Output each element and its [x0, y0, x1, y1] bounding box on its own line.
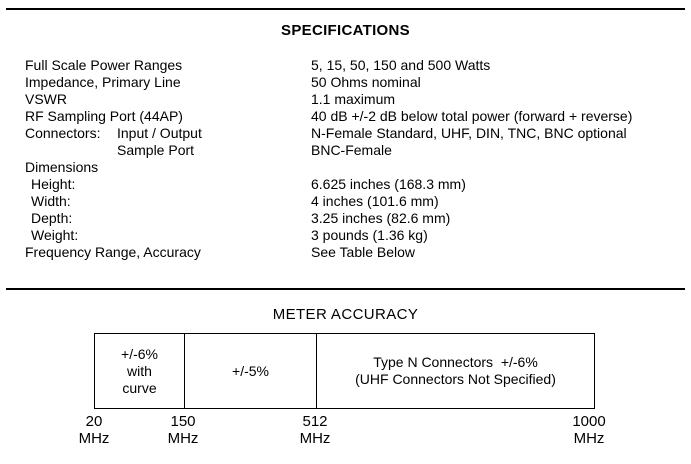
spec-label: Height: [31, 176, 76, 192]
spec-value: BNC-Female [311, 142, 392, 158]
specifications-list [25, 57, 685, 261]
top-divider [6, 8, 685, 10]
spec-value: 40 dB +/-2 dB below total power (forward + reverse) [311, 108, 633, 124]
accuracy-band-150-512mhz [184, 334, 317, 408]
spec-label: Width: [31, 193, 71, 209]
spec-row-dimensions [25, 159, 685, 176]
freq-tick-512mhz [300, 413, 331, 447]
spec-row-depth [25, 210, 685, 227]
freq-tick-20mhz [79, 413, 110, 447]
accuracy-band-512-1000mhz [317, 334, 594, 408]
accuracy-band-text: +/-6% [121, 345, 158, 362]
spec-label: Frequency Range, Accuracy [25, 244, 201, 260]
spec-value: 50 Ohms nominal [311, 74, 421, 90]
spec-value: 3.25 inches (82.6 mm) [311, 210, 451, 226]
freq-tick-value: 1000 [572, 413, 606, 430]
freq-tick-unit: MHz [167, 430, 199, 447]
spec-label: Full Scale Power Ranges [25, 57, 183, 73]
spec-row-connectors-input-output [25, 125, 685, 142]
spec-row-full-scale-power-ranges [25, 57, 685, 74]
spec-value: 3 pounds (1.36 kg) [311, 227, 428, 243]
spec-value: 6.625 inches (168.3 mm) [311, 176, 466, 192]
spec-label: RF Sampling Port (44AP) [25, 108, 183, 124]
accuracy-band-text: Type N Connectors +/-6% [373, 354, 538, 370]
accuracy-band-text: with [127, 362, 152, 379]
freq-tick-1000mhz [572, 413, 605, 447]
accuracy-band-text: +/-5% [232, 362, 269, 379]
spec-row-rf-sampling-port [25, 108, 685, 125]
spec-row-width [25, 193, 685, 210]
section-divider [6, 288, 685, 290]
freq-tick-unit: MHz [573, 430, 605, 447]
spec-value: See Table Below [311, 244, 416, 260]
accuracy-band-text: (UHF Connectors Not Specified) [355, 371, 556, 387]
spec-row-connectors-sample-port [25, 142, 685, 159]
spec-value: 5, 15, 50, 150 and 500 Watts [311, 57, 491, 73]
spec-value: 4 inches (101.6 mm) [311, 193, 439, 209]
meter-accuracy-table [94, 333, 595, 409]
freq-tick-unit: MHz [299, 430, 331, 447]
spec-label: Dimensions [25, 159, 99, 175]
freq-tick-150mhz [168, 413, 199, 447]
spec-label: Impedance, Primary Line [25, 74, 181, 90]
spec-value: 1.1 maximum [311, 91, 396, 107]
spec-row-vswr [25, 91, 685, 108]
freq-tick-value: 150 [170, 413, 196, 430]
freq-tick-unit: MHz [78, 430, 110, 447]
spec-row-frequency-range-accuracy [25, 244, 685, 261]
spec-value: N-Female Standard, UHF, DIN, TNC, BNC optional [311, 125, 627, 141]
spec-label: Connectors: [25, 125, 101, 141]
spec-row-height [25, 176, 685, 193]
spec-row-weight [25, 227, 685, 244]
spec-label: Depth: [31, 210, 73, 226]
accuracy-band-20-150mhz [95, 334, 184, 408]
spec-row-impedance [25, 74, 685, 91]
meter-accuracy-heading: METER ACCURACY [272, 306, 419, 323]
spec-sublabel: Sample Port [117, 142, 195, 158]
accuracy-band-text: curve [122, 379, 157, 396]
spec-sublabel: Input / Output [117, 125, 202, 141]
freq-tick-value: 512 [302, 413, 328, 430]
specifications-heading: SPECIFICATIONS [281, 22, 410, 39]
freq-tick-value: 20 [85, 413, 103, 430]
spec-label: VSWR [25, 91, 67, 107]
spec-label: Weight: [31, 227, 79, 243]
